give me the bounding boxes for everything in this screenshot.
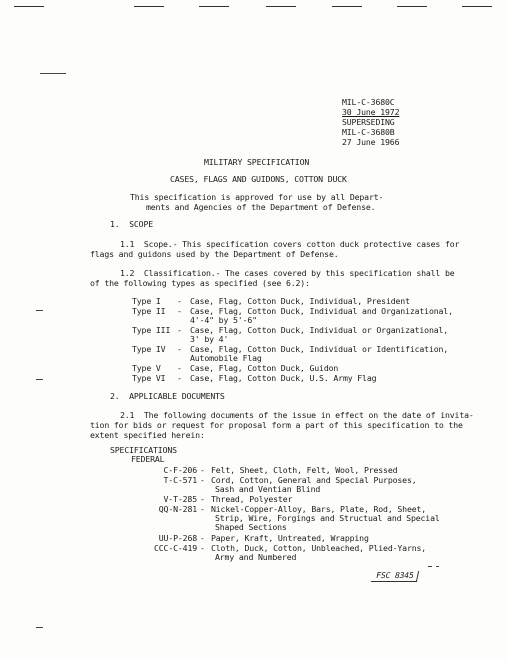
- paragraph-line: extent specified herein:: [90, 430, 205, 440]
- top-rule: [266, 6, 296, 7]
- paragraph-line: flags and guidons used by the Department of Defense.: [90, 249, 339, 259]
- paragraph-line: of the following types as specified (see 6.2):: [90, 278, 310, 288]
- spec-text: Felt, Sheet, Cloth, Felt, Wool, Pressed: [211, 465, 398, 475]
- spec-text-cont: Shaped Sections: [215, 522, 287, 532]
- type-text-cont: 3' by 4': [190, 334, 229, 344]
- stray-mark: [36, 627, 43, 628]
- spec-dash: -: [200, 543, 205, 553]
- section-heading: 1. SCOPE: [110, 219, 154, 229]
- type-label: Type II: [132, 306, 171, 316]
- type-dash: -: [177, 296, 182, 306]
- paragraph-line: tion for bids or request for proposal form a part of this specification to the: [90, 420, 463, 430]
- paragraph-line: 1.2 Classification.- The cases covered by this specification shall be: [120, 268, 455, 278]
- top-rule: [397, 6, 427, 7]
- spec-dash: -: [200, 533, 205, 543]
- spec-text-cont: Strip, Wire, Forgings and Structual and Special: [215, 513, 440, 523]
- top-rule: [199, 6, 229, 7]
- spec-text-cont: Army and Numbered: [215, 552, 297, 562]
- spec-dash: -: [200, 494, 205, 504]
- type-label: Type VI: [132, 373, 171, 383]
- spec-dash: -: [200, 465, 205, 475]
- top-rule: [462, 6, 492, 7]
- spec-text-cont: Sash and Ventian Blind: [215, 484, 321, 494]
- top-rule: [14, 6, 44, 7]
- prev-doc-number: MIL-C-3680B: [342, 127, 395, 137]
- stray-mark: [36, 310, 43, 311]
- spec-text: Nickel-Copper-Alloy, Bars, Plate, Rod, Sheet,: [211, 504, 427, 514]
- spec-dash: -: [200, 504, 205, 514]
- type-dash: -: [177, 363, 182, 373]
- spec-code: QQ-N-281: [158, 504, 197, 514]
- doc-number: MIL-C-3680C: [342, 97, 395, 107]
- section-heading: 2. APPLICABLE DOCUMENTS: [110, 391, 225, 401]
- doc-title: MILITARY SPECIFICATION: [204, 157, 310, 167]
- type-dash: -: [177, 306, 182, 316]
- type-text: Case, Flag, Cotton Duck, Guidon: [190, 363, 339, 373]
- type-dash: -: [177, 373, 182, 383]
- type-label: Type V: [132, 363, 171, 373]
- spec-text: Cloth, Duck, Cotton, Unbleached, Plied-Yarns,: [211, 543, 427, 553]
- paragraph-line: 2.1 The following documents of the issue in effect on the date of invita-: [120, 410, 474, 420]
- doc-date: 30 June 1972: [342, 107, 400, 117]
- type-dash: -: [177, 344, 182, 354]
- type-text: Case, Flag, Cotton Duck, Individual and Organizational,: [190, 306, 453, 316]
- spec-text: Thread, Polyester: [211, 494, 293, 504]
- stray-mark: [40, 73, 66, 74]
- type-text-cont: 4'-4" by 5'-6": [190, 315, 257, 325]
- spec-dash: -: [200, 475, 205, 485]
- type-text: Case, Flag, Cotton Duck, Individual or Identification,: [190, 344, 449, 354]
- approval-line: ments and Agencies of the Department of Defense.: [146, 202, 376, 212]
- federal-heading: FEDERAL: [131, 454, 165, 464]
- type-label: Type III: [132, 325, 171, 335]
- stray-mark: [436, 566, 439, 567]
- spec-code: CCC-C-419: [153, 543, 197, 553]
- top-rule: [332, 6, 362, 7]
- fsc-stamp: FSC 8345: [371, 571, 420, 582]
- stray-mark: [428, 566, 432, 567]
- type-text: Case, Flag, Cotton Duck, Individual, President: [190, 296, 410, 306]
- approval-line: This specification is approved for use by all Depart-: [130, 192, 384, 202]
- spec-code: UU-P-268: [158, 533, 197, 543]
- spec-code: C-F-206: [163, 465, 197, 475]
- spec-text: Cord, Cotton, General and Special Purposes,: [211, 475, 417, 485]
- specifications-heading: SPECIFICATIONS: [110, 445, 177, 455]
- top-rule: [134, 6, 164, 7]
- type-label: Type IV: [132, 344, 171, 354]
- type-text-cont: Automobile Flag: [190, 353, 262, 363]
- prev-doc-date: 27 June 1966: [342, 137, 400, 147]
- type-text: Case, Flag, Cotton Duck, U.S. Army Flag: [190, 373, 377, 383]
- doc-subtitle: CASES, FLAGS AND GUIDONS, COTTON DUCK: [170, 174, 347, 184]
- paragraph-line: 1.1 Scope.- This specification covers cotton duck protective cases for: [120, 239, 460, 249]
- stray-mark: [36, 379, 43, 380]
- spec-code: V-T-285: [163, 494, 197, 504]
- type-label: Type I: [132, 296, 171, 306]
- superseding-label: SUPERSEDING: [342, 117, 395, 127]
- type-text: Case, Flag, Cotton Duck, Individual or Organizational,: [190, 325, 449, 335]
- spec-code: T-C-571: [163, 475, 197, 485]
- spec-text: Paper, Kraft, Untreated, Wrapping: [211, 533, 369, 543]
- type-dash: -: [177, 325, 182, 335]
